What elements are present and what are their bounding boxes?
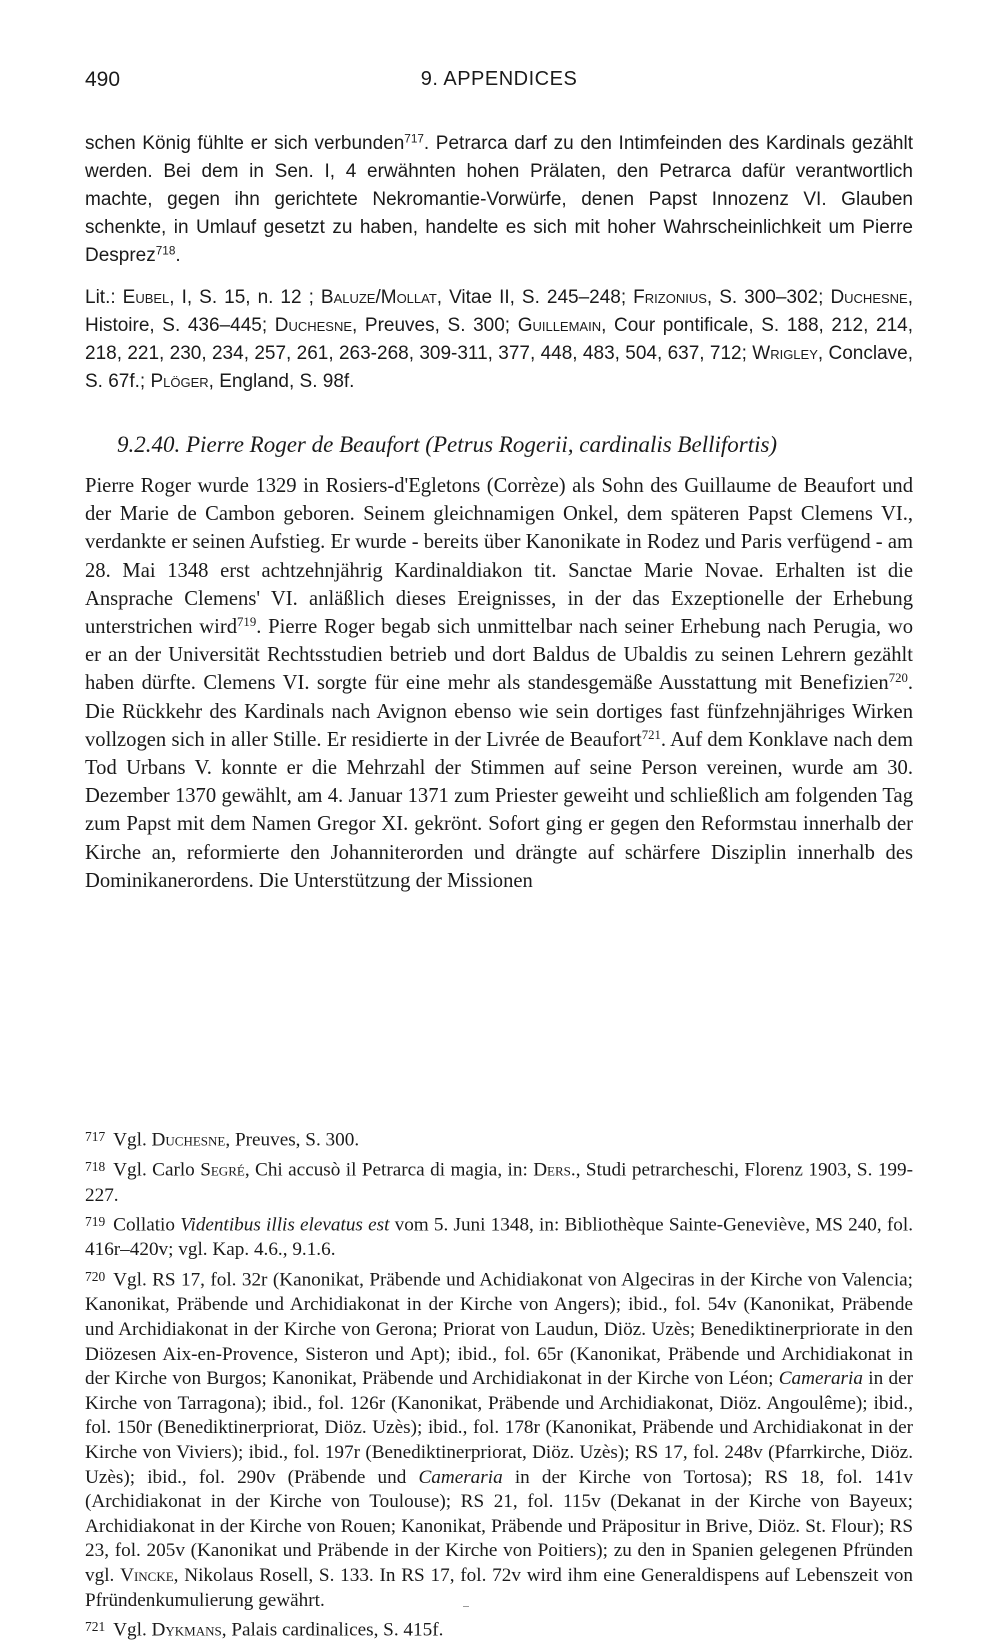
section-heading: 9.2.40. Pierre Roger de Beaufort (Petrus Rogerii, cardinalis Bellifortis) — [117, 432, 778, 457]
footnotes — [85, 1125, 913, 1645]
footnote-721: $^{721}$ Vgl. Dykmans, Palais cardinalices, S. 415f. — [85, 1619, 444, 1641]
book-page — [85, 60, 913, 916]
footnote-719: $^{719}$ Collatio Videntibus illis elevatus est vom 5. Juni 1348, in: Bibliothèque Sainte-Geneviève, MS 240, fol. 416r–420v; vgl. Kap. 4.6., 9.1.6. — [85, 1214, 914, 1261]
running-head: 9. APPENDICES — [420, 68, 578, 90]
footnote-ref-719: 719 — [237, 615, 257, 629]
body-paragraph: Pierre Roger wurde 1329 in Rosiers-d'Egletons (Corrèze) als Sohn des Guillaume de Beaufort und der Marie de Cambon geboren. Seinem gleichnamigen Onkel, dem späteren Papst Clemens VI., verdankte er seinen Aufstieg. Er wurde - bereits über Kanonikate in Rodez und Paris verfügend - am 28. Mai 1348 erst achtzehnjährig Kardinaldiakon tit. Sanctae Marie Novae. Erhalten ist die Ansprache Clemens' VI. anläßlich dieses Ereignisses, in der das Exzeptionelle der Erhebung unterstrichen wird$^{719}$. Pierre Roger begab sich unmittelbar nach seiner Erhebung nach Perugia, wo er an der Universität Rechtsstudien betrieb und dort Baldus de Ubaldis zu seinen Lehrern gezählt haben dürfte. Clemens VI. sorgte für eine mehr als standesgemäße Ausstattung mit Benefizien$^{720}$. Die Rückkehr des Kardinals nach Avignon ebenso wie sein dortiges fast fünfzehnjähriges Wirken vollzogen sich in aller Stille. Er residierte in der Livrée de Beaufort$^{721}$. Auf dem Konklave nach dem Tod Urbans V. konnte er die Mehrzahl der Stimmen auf seine Person vereinen, wurde am 30. Dezember 1370 gewählt, am 4. Januar 1371 zum Priester geweiht und schließlich am folgenden Tag zum Papst mit dem Namen Gregor XI. gekrönt. Sofort ging er gegen den Reformstau innerhalb der Kirche an, reformierte den Johanniterorden und drängte auf schärfere Disziplin innerhalb des Dominikanerordens. Die Unterstützung der Missionen — [85, 475, 913, 892]
footnote-ref-717: 717 — [404, 132, 424, 146]
footnote-720: $^{720}$ Vgl. RS 17, fol. 32r (Kanonikat, Präbende und Achidiakonat von Algeciras in der Kirche von Valencia; Kanonikat, Präbende und Archidiakonat in der Kirche von Angers); ibid., fol. 54v (Kanonikat, Präbende und Archidiakonat in der Kirche von Gerona; Priorat von Laudun, Diöz. Uzès; Benediktinerpriorate in den Diözesen Aix-en-Provence, Sisteron und Apt); ibid., fol. 65r (Kanonikat, Präbende und Archidiakonat in der Kirche von Burgos; Kanonikat, Präbende und Archidiakonat in der Kirche von Léon; Cameraria in der Kirche von Tarragona); ibid., fol. 126r (Kanonikat, Präbende und Archidiakonat, Diöz. Angoulême); ibid., fol. 150r (Benediktinerpriorat, Diöz. Uzès); ibid., fol. 178r (Kanonikat, Präbende und Archidiakonat in der Kirche von Viviers); ibid., fol. 197r (Benediktinerpriorat, Diöz. Uzès); RS 17, fol. 248v (Pfarrkirche, Diöz. Uzès); ibid., fol. 290v (Präbende und Cameraria in der Kirche von Tortosa); RS 18, fol. 141v (Archidiakonat in der Kirche von Toulouse); RS 21, fol. 115v (Dekanat in der Kirche von Bayeux; Archidiakonat in der Kirche von Rouen; Kanonikat, Präbende und Präpositur in Brive, Diöz. St. Flour); RS 23, fol. 205v (Kanonikat und Präbende in der Kirche von Poitiers); zu den in Spanien gelegenen Pfründen vgl. Vincke, Nikolaus Rosell, S. 133. In RS 17, fol. 72v wird ihm eine Generaldispens auf Lebenszeit von Pfründenkumulierung gewährt. — [85, 1269, 913, 1611]
page-header — [85, 60, 913, 100]
scan-mark — [463, 1606, 469, 1607]
footnote-ref-721: 721 — [641, 727, 661, 742]
footnote-ref-718: 718 — [155, 244, 176, 258]
footnote-718: $^{718}$ Vgl. Carlo Segré, Chi accusò il Petrarca di magia, in: Ders., Studi petrarcheschi, Florenz 1903, S. 199-227. — [85, 1159, 913, 1206]
page-number: 490 — [85, 68, 121, 91]
literature-list: Lit.: Eubel, I, S. 15, n. 12 ; Baluze/Mollat, Vitae II, S. 245–248; Frizonius, S. 300–302; Duchesne, Histoire, S. 436–445; Duchesne, Preuves, S. 300; Guillemain, Cour pontificale, S. 188, 212, 214, 218, 221, 230, 234, 257, 261, 263-268, 309-311, 377, 448, 483, 504, 637, 712; Wrigley, Conclave, S. 67f.; Plöger, England, S. 98f. — [85, 287, 914, 392]
footnote-ref-720: 720 — [888, 671, 908, 686]
footnote-717: $^{717}$ Vgl. Duchesne, Preuves, S. 300. — [85, 1129, 360, 1151]
intro-paragraph: schen König fühlte er sich verbunden$^{717}$. Petrarca darf zu den Intimfeinden des Kardinals gezählt werden. Bei dem in Sen. I, 4 erwähnten hohen Prälaten, den Petrarca dafür verantwortlich machte, gegen ihn gerichtete Nekromantie-Vorwürfe, denen Papst Innozenz VI. Glauben schenkte, in Umlauf gesetzt zu haben, handelte es sich mit hoher Wahrscheinlichkeit um Pierre Desprez$^{718}$. — [85, 132, 913, 266]
